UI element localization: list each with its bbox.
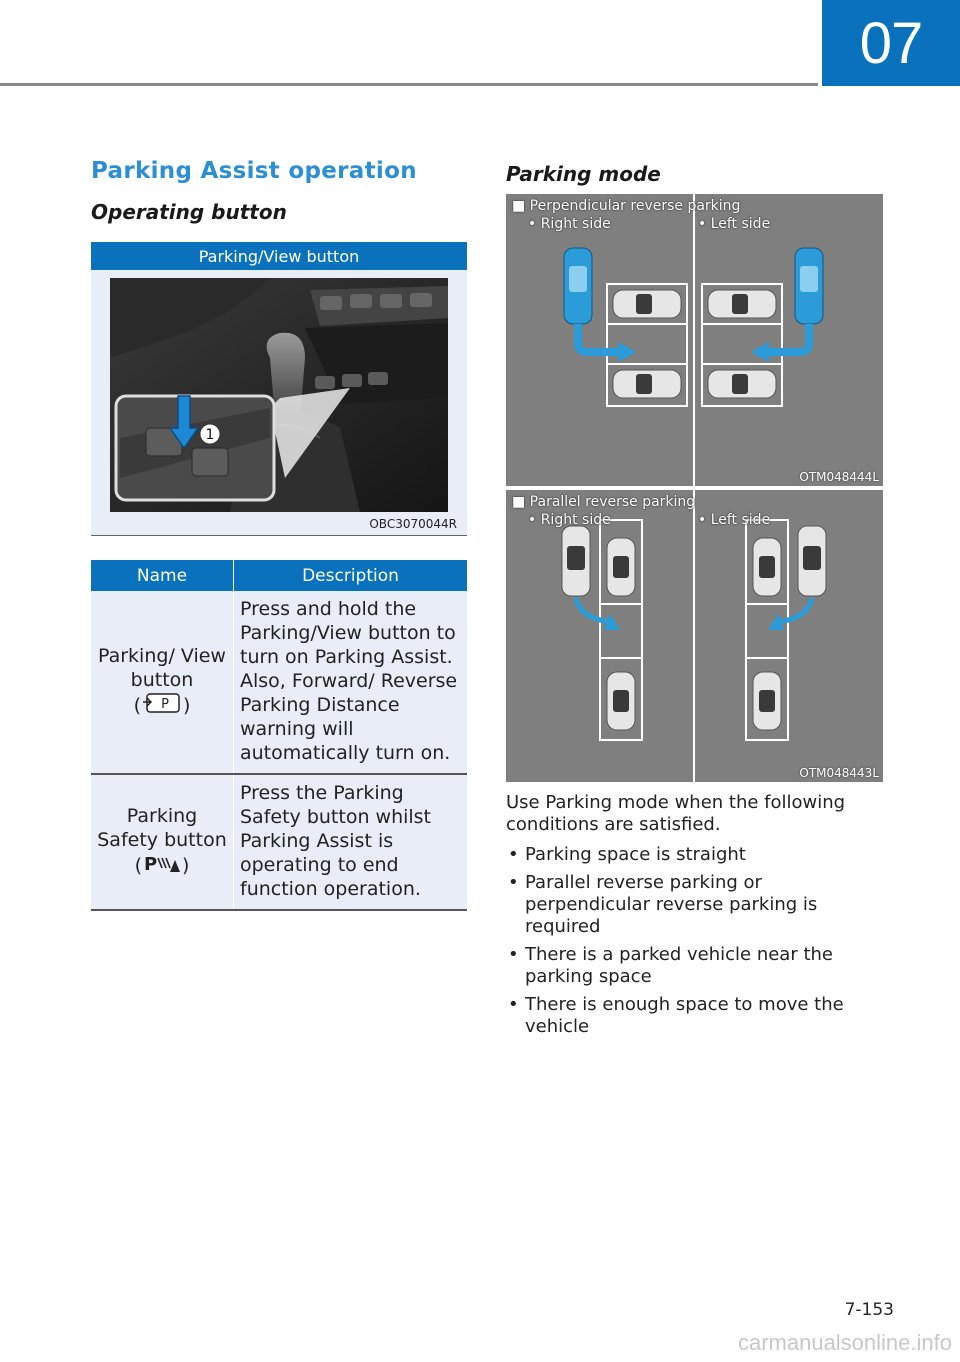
button-table (91, 560, 467, 911)
parallel-diagram (506, 490, 883, 782)
table-row (91, 591, 467, 774)
perpendicular-right-label: • Right side (528, 216, 611, 232)
list-item: • There is enough space to move the vehicle (506, 994, 886, 1038)
perpendicular-title: ■ Perpendicular reverse parking (512, 198, 741, 214)
parallel-illustration (506, 490, 883, 782)
list-item: • There is a parked vehicle near the parking space (506, 944, 886, 988)
parallel-code: OTM048443L (799, 766, 879, 780)
page-number: 7-153 (844, 1300, 894, 1320)
console-photo (110, 278, 448, 512)
row-name-label: Parking/ View button (98, 645, 226, 691)
list-item: • Parking space is straight (506, 844, 886, 866)
parking-view-icon (141, 692, 183, 720)
perpendicular-code: OTM048444L (799, 470, 879, 484)
table-row (91, 774, 467, 910)
parking-safety-icon (142, 852, 182, 880)
header-rule (0, 83, 818, 86)
intro-paragraph: Use Parking mode when the following conditions are satisfied. (506, 792, 846, 835)
parking-mode-title: Parking mode (506, 162, 661, 186)
table-cell-name: Parking Safety button ( P ) (91, 774, 234, 910)
perpendicular-diagram (506, 194, 883, 486)
svg-text:P: P (161, 697, 169, 712)
row-name-label: Parking Safety button (97, 805, 227, 851)
watermark: carmanualsonline.info (737, 1330, 952, 1355)
chapter-tab: 07 (822, 0, 960, 86)
parallel-left-label: • Left side (698, 512, 771, 528)
svg-text:P: P (144, 854, 158, 874)
parallel-title: ■ Parallel reverse parking (512, 494, 696, 510)
figure-operating-button (91, 242, 467, 536)
table-header-description: Description (234, 560, 468, 591)
subsection-title: Operating button (91, 200, 287, 224)
perpendicular-illustration (506, 194, 883, 486)
perpendicular-left-label: • Left side (698, 216, 771, 232)
table-header-name: Name (91, 560, 234, 591)
section-title: Parking Assist operation (91, 158, 417, 184)
parallel-right-label: • Right side (528, 512, 611, 528)
table-cell-description: Press the Parking Safety button whilst Parking Assist is operating to end function operation. (234, 774, 468, 910)
parking-mode-text (506, 792, 886, 1044)
list-item: • Parallel reverse parking or perpendicular reverse parking is required (506, 872, 886, 938)
figure-callout: 1 (205, 427, 215, 443)
figure-caption: Parking/View button (91, 242, 467, 270)
table-cell-description: Press and hold the Parking/View button to turn on Parking Assist. Also, Forward/ Reverse Parking Distance warning will automatically turn on. (234, 591, 468, 774)
conditions-list (506, 844, 886, 1038)
table-cell-name: Parking/ View button ( P ) (91, 591, 234, 774)
figure-code: OBC3070044R (369, 517, 457, 531)
